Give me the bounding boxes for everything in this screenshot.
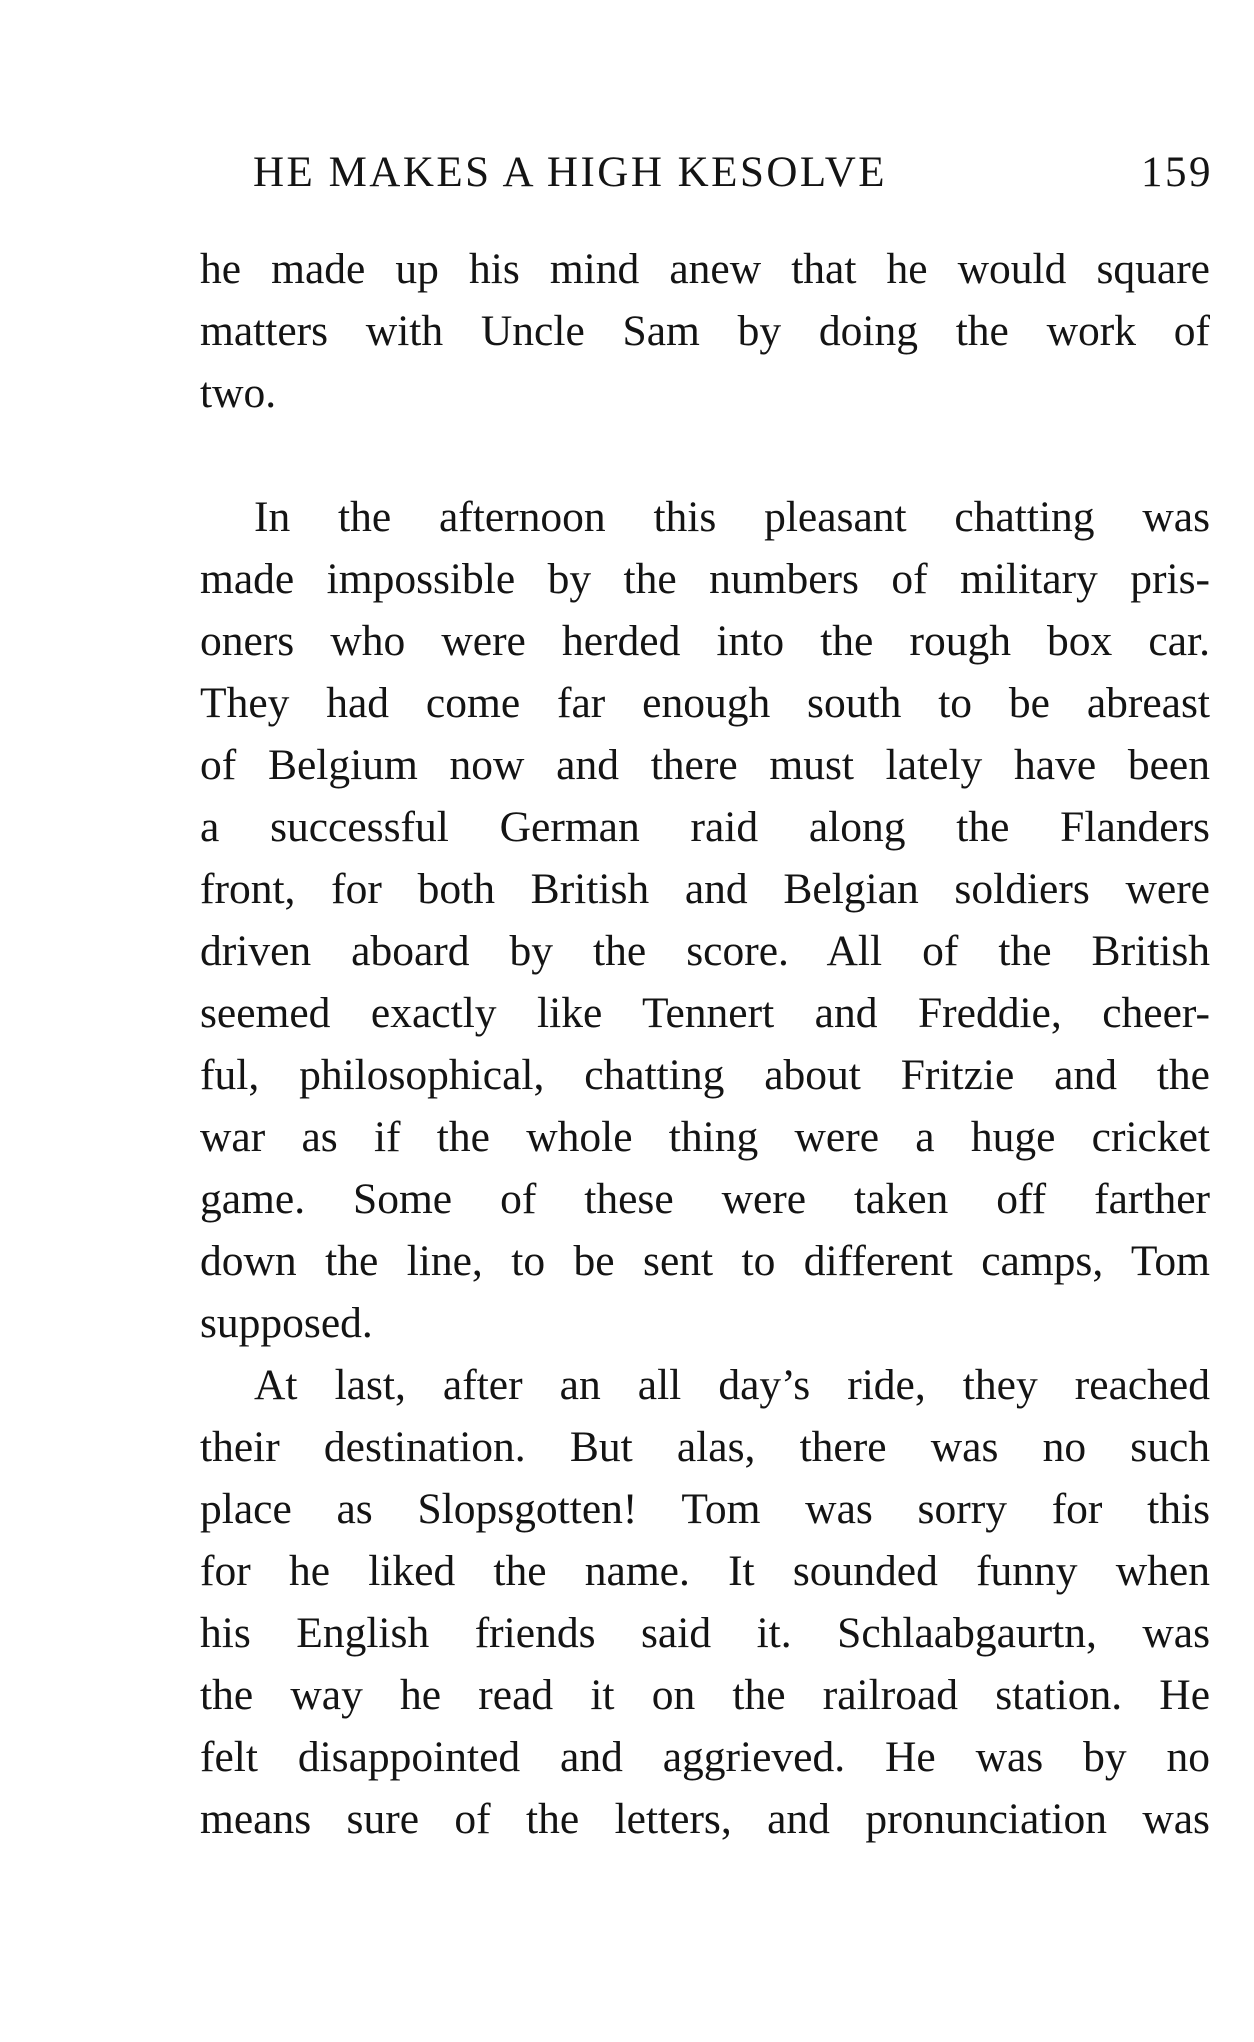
text-line: two. [200,369,277,417]
text-line: of Belgium now and there must lately have been [200,741,1210,789]
text-line: place as Slopsgotten! Tom was sorry for this [200,1485,1210,1533]
paragraph-gap [200,424,1210,486]
text-line: down the line, to be sent to different camps, Tom [200,1237,1210,1285]
text-line: matters with Uncle Sam by doing the work of [200,307,1210,355]
text-line: ful, philosophical, chatting about Fritzie and the [200,1051,1210,1099]
text-line: a successful German raid along the Flanders [200,803,1210,851]
text-line: felt disappointed and aggrieved. He was by no [200,1733,1210,1781]
text-line: seemed exactly like Tennert and Freddie, cheer- [200,989,1210,1037]
text-line: They had come far enough south to be abreast [200,679,1210,727]
text-line: made impossible by the numbers of military pris- [200,555,1210,603]
text-line: their destination. But alas, there was no such [200,1423,1210,1471]
text-line: In the afternoon this pleasant chatting was [254,493,1210,541]
text-line: game. Some of these were taken off farther [200,1175,1210,1223]
text-line: supposed. [200,1299,373,1347]
text-line: he made up his mind anew that he would square [200,245,1210,293]
running-head [253,148,1213,208]
text-line: his English friends said it. Schlaabgaurtn, was [200,1609,1210,1657]
text-line: war as if the whole thing were a huge cricket [200,1113,1210,1161]
text-line: the way he read it on the railroad station. He [200,1671,1210,1719]
body-text [200,238,1210,1850]
text-line: oners who were herded into the rough box car. [200,617,1210,665]
text-line: means sure of the letters, and pronunciation was [200,1795,1210,1843]
chapter-title: HE MAKES A HIGH KESOLVE [253,149,888,196]
text-line: driven aboard by the score. All of the British [200,927,1210,975]
text-line: At last, after an all day’s ride, they reached [254,1361,1210,1409]
page-number: 159 [1141,149,1213,196]
text-line: for he liked the name. It sounded funny when [200,1547,1210,1595]
text-line: front, for both British and Belgian soldiers were [200,865,1210,913]
